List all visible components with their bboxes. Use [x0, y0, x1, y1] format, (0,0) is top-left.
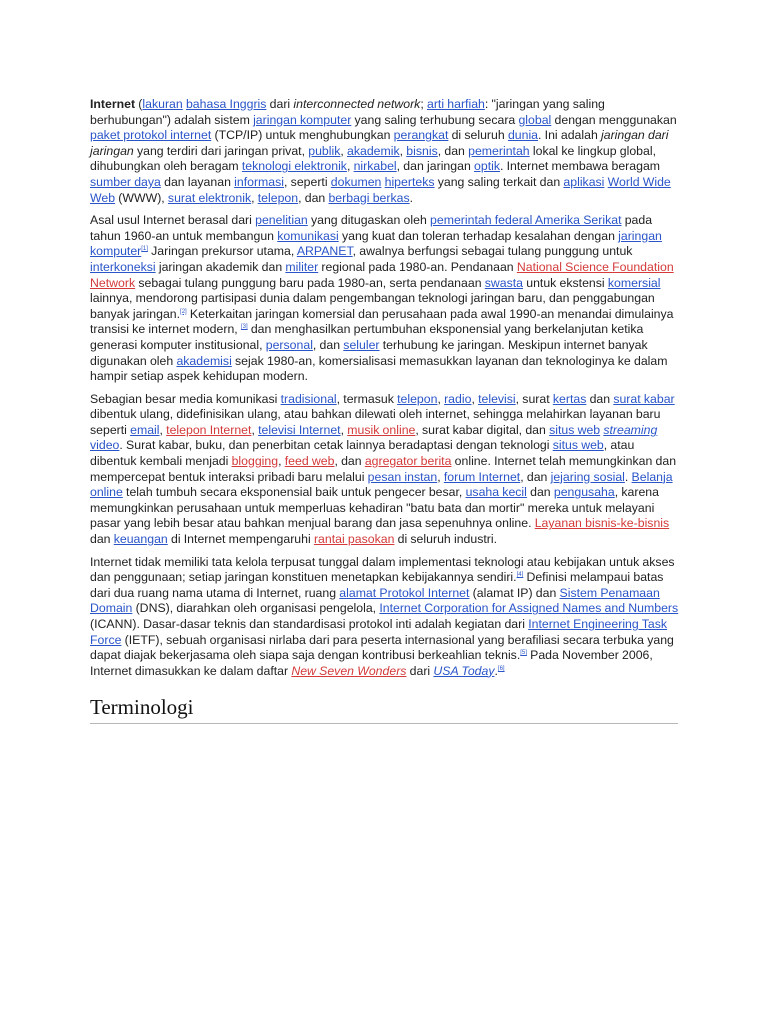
- reference-link[interactable]: [6]: [497, 665, 505, 672]
- body-text: dan: [586, 391, 614, 406]
- body-text: pada tahun 1960-an untuk membangun: [90, 213, 653, 243]
- missing-article-link[interactable]: National Science Foundation Network: [90, 259, 674, 290]
- body-text: di Internet mempengaruhi: [167, 532, 314, 547]
- body-text: (: [135, 97, 143, 111]
- body-text: , termasuk: [336, 391, 398, 406]
- body-text: , karena memungkinkan perusahaan untuk memperluas kehadiran "batu bata dan mortir" mereka untuk melayani pasar yang lebih besar atau bahkan menjual barang dan jasa sepenuhnya online.: [90, 485, 659, 531]
- body-text: dan menghasilkan pertumbuhan eksponensial yang berkelanjutan ketika generasi komputer institusional,: [90, 322, 644, 352]
- wiki-link[interactable]: akademisi: [176, 353, 232, 368]
- body-text: terhubung ke jaringan. Meskipun internet banyak digunakan oleh: [90, 337, 648, 368]
- paragraph-2: [90, 213, 680, 385]
- reference-link[interactable]: [2]: [180, 308, 187, 315]
- wiki-link[interactable]: pengusaha: [553, 485, 615, 500]
- body-text: yang terdiri dari jaringan privat,: [133, 143, 309, 158]
- body-text: Pada November 2006, Internet dimasukkan ke dalam daftar: [90, 648, 653, 678]
- wiki-link[interactable]: bahasa Inggris: [185, 97, 267, 111]
- wiki-link[interactable]: forum Internet: [443, 469, 521, 484]
- missing-article-link[interactable]: blogging: [231, 454, 279, 469]
- body-text: sebagai tulang punggung baru pada 1980-an, serta pendanaan: [135, 275, 485, 290]
- body-text: dan: [90, 532, 114, 547]
- wiki-link[interactable]: dunia: [507, 128, 539, 143]
- wiki-link[interactable]: hiperteks: [384, 174, 435, 189]
- section-heading-terminologi: Terminologi: [90, 695, 678, 724]
- body-text: ,: [159, 422, 167, 437]
- body-text: yang saling terhubung secara: [351, 112, 519, 127]
- missing-article-link[interactable]: feed web: [284, 454, 335, 469]
- italic-text: interconnected network: [293, 97, 421, 111]
- missing-article-link[interactable]: musik online: [347, 422, 416, 437]
- wiki-link[interactable]: situs web: [549, 422, 601, 437]
- wiki-link[interactable]: dokumen: [330, 174, 382, 189]
- body-text: lokal ke lingkup global, dihubungkan oleh beragam: [90, 143, 657, 174]
- body-text: , dan: [334, 454, 365, 469]
- body-text: dibentuk ulang, didefinisikan ulang, atau bahkan dilewati oleh internet, sehingga melahirkan layanan baru seperti: [90, 407, 661, 437]
- body-text: (DNS), diarahkan oleh organisasi pengelola,: [132, 601, 380, 616]
- wiki-link[interactable]: penelitian: [255, 213, 308, 228]
- wiki-link[interactable]: USA Today: [433, 663, 495, 678]
- body-text: online. Internet telah memungkinkan dan mempercepat bentuk interaksi pribadi baru melalui: [90, 454, 677, 484]
- wiki-link[interactable]: usaha kecil: [465, 485, 527, 500]
- wiki-link[interactable]: alamat Protokol Internet: [339, 585, 470, 600]
- wiki-link[interactable]: interkoneksi: [90, 259, 156, 274]
- missing-article-link[interactable]: rantai pasokan: [313, 532, 395, 547]
- body-text: , dan: [520, 469, 551, 484]
- wiki-link[interactable]: paket protokol internet: [90, 128, 212, 143]
- body-text: Keterkaitan jaringan komersial dan perusahaan pada awal 1990-an menandai dimulainya transisi ke internet modern,: [90, 306, 674, 337]
- wiki-link[interactable]: nirkabel: [353, 159, 397, 174]
- body-text: jaringan akademik dan: [155, 259, 286, 274]
- body-text: regional pada 1980-an. Pendanaan: [318, 259, 517, 274]
- missing-article-link[interactable]: telepon Internet: [166, 422, 252, 437]
- body-text: di seluruh: [448, 128, 508, 143]
- wiki-link[interactable]: video: [90, 438, 120, 453]
- wiki-link[interactable]: informasi: [234, 174, 285, 189]
- wiki-link[interactable]: Belanja online: [90, 469, 673, 500]
- wiki-link[interactable]: radio: [444, 391, 472, 406]
- wiki-link[interactable]: email: [130, 422, 160, 437]
- wiki-link[interactable]: Internet Engineering Task Force: [90, 617, 668, 647]
- body-text: Definisi melampaui batas dari dua ruang nama utama di Internet, ruang: [90, 570, 664, 600]
- body-text: Internet tidak memiliki tata kelola terpusat tunggal dalam implementasi teknologi atau kebijakan untuk akses dan penggunaan; setiap jaringan konstituen menetapkan kebijakannya sendiri.: [90, 554, 675, 585]
- wiki-link[interactable]: akademik: [347, 143, 400, 158]
- body-text: ,: [340, 422, 348, 437]
- wiki-link[interactable]: pemerintah: [468, 143, 530, 158]
- article-body: [90, 97, 680, 724]
- wiki-link[interactable]: pemerintah federal Amerika Serikat: [430, 213, 622, 228]
- body-text: telah tumbuh secara eksponensial baik untuk pengecer besar,: [122, 485, 466, 500]
- body-text: . Internet membawa beragam: [500, 159, 661, 174]
- missing-article-link[interactable]: New Seven Wonders: [291, 663, 407, 678]
- body-text: dan layanan: [160, 174, 235, 189]
- paragraph-1: [90, 97, 680, 206]
- body-text: ;: [420, 97, 427, 111]
- wiki-link[interactable]: optik: [474, 159, 500, 174]
- body-text: .: [409, 190, 414, 205]
- body-text: Sebagian besar media komunikasi: [90, 391, 281, 406]
- body-text: ,: [346, 159, 354, 174]
- wiki-link[interactable]: bisnis: [406, 143, 438, 158]
- reference-link[interactable]: [5]: [520, 650, 527, 657]
- wiki-link[interactable]: televisi Internet: [258, 422, 341, 437]
- body-text: , seperti: [284, 174, 331, 189]
- body-text: ,: [437, 391, 445, 406]
- wiki-link[interactable]: lakuran: [142, 97, 183, 111]
- body-text: , surat kabar digital, dan: [415, 422, 550, 437]
- wiki-link[interactable]: ARPANET: [296, 244, 353, 259]
- body-text: sejak 1980-an, komersialisasi memasukkan layanan dan teknologinya ke dalam hampir setiap aspek kehidupan modern.: [90, 353, 668, 384]
- body-text: dari: [266, 97, 294, 111]
- body-text: (alamat IP) dan: [469, 585, 560, 600]
- body-text: ,: [471, 391, 479, 406]
- wiki-link[interactable]: jaringan komputer: [90, 228, 662, 259]
- body-text: , surat: [515, 391, 553, 406]
- wiki-link[interactable]: swasta: [484, 275, 524, 290]
- body-text: yang kuat dan toleran terhadap kesalahan dengan: [338, 228, 619, 243]
- body-text: , dan: [312, 337, 344, 352]
- reference-link[interactable]: [1]: [141, 246, 148, 253]
- body-text: : "jaringan yang saling berhubungan") adalah sistem: [90, 97, 605, 127]
- body-text: untuk ekstensi: [523, 275, 608, 290]
- paragraph-4: [90, 555, 680, 680]
- wiki-link[interactable]: situs web: [552, 438, 604, 453]
- wiki-link[interactable]: teknologi elektronik: [241, 159, 347, 174]
- wiki-link[interactable]: surat kabar: [613, 391, 675, 406]
- wiki-link[interactable]: aplikasi: [563, 174, 605, 189]
- body-text: .: [624, 469, 632, 484]
- article-term-bold: Internet: [90, 97, 136, 111]
- wiki-link[interactable]: jaringan komputer: [253, 112, 352, 127]
- body-text: , dan jaringan: [396, 159, 475, 174]
- paragraph-3: [90, 392, 680, 548]
- missing-article-link[interactable]: Layanan bisnis-ke-bisnis: [534, 516, 670, 531]
- body-text: ,: [278, 454, 285, 469]
- body-text: . Ini adalah: [538, 128, 602, 143]
- wiki-link[interactable]: arti harfiah: [426, 97, 485, 111]
- body-text: Jaringan prekursor utama,: [147, 244, 297, 259]
- body-text: ,: [437, 469, 444, 484]
- wiki-link[interactable]: kertas: [552, 391, 587, 406]
- wiki-link[interactable]: surat elektronik: [167, 190, 252, 205]
- wiki-link[interactable]: global: [518, 112, 552, 127]
- article-paragraphs: [90, 97, 680, 679]
- body-text: .: [494, 663, 498, 678]
- body-text: ,: [251, 422, 259, 437]
- body-text: , atau dibentuk kembali menjadi: [90, 438, 635, 469]
- body-text: dari: [406, 663, 434, 678]
- body-text: , dan: [298, 190, 329, 205]
- wiki-link[interactable]: tradisional: [280, 391, 337, 406]
- wiki-link[interactable]: sumber daya: [90, 174, 161, 189]
- wiki-link[interactable]: Internet Corporation for Assigned Names and Numbers: [379, 601, 679, 616]
- wiki-link[interactable]: Sistem Penamaan Domain: [90, 585, 660, 616]
- wiki-link[interactable]: komersial: [607, 275, 661, 290]
- body-text: dan: [526, 485, 554, 500]
- wiki-link[interactable]: keuangan: [113, 532, 168, 547]
- missing-article-link[interactable]: agregator berita: [364, 454, 452, 469]
- body-text: (ICANN). Dasar-dasar teknis dan standardisasi protokol inti adalah kegiatan dari: [90, 617, 529, 631]
- wiki-link[interactable]: televisi: [478, 391, 516, 406]
- wiki-link[interactable]: telepon: [397, 391, 438, 406]
- body-text: (WWW),: [115, 190, 168, 205]
- wiki-link[interactable]: militer: [285, 259, 319, 274]
- wiki-link[interactable]: jejaring sosial: [550, 469, 625, 484]
- body-text: ,: [399, 143, 407, 158]
- body-text: (IETF), sebuah organisasi nirlaba dari para peserta internasional yang berafiliasi secara terbuka yang dapat diajak bekerjasama oleh siapa saja dengan kontribusi berkeahlian teknis.: [90, 632, 674, 663]
- body-text: dengan menggunakan: [551, 112, 677, 127]
- wiki-link[interactable]: pesan instan: [367, 469, 438, 484]
- wiki-link[interactable]: telepon: [257, 190, 299, 205]
- wiki-link[interactable]: streaming: [603, 422, 658, 437]
- wiki-link[interactable]: komunikasi: [277, 228, 339, 243]
- body-text: (TCP/IP) untuk menghubungkan: [211, 128, 394, 143]
- body-text: Asal usul Internet berasal dari: [90, 213, 256, 228]
- body-text: yang saling terkait dan: [434, 174, 564, 189]
- reference-link[interactable]: [3]: [240, 324, 248, 331]
- body-text: lainnya, mendorong partisipasi dunia dalam pengembangan teknologi jaringan baru, dan penggabungan banyak jaringan.: [90, 291, 655, 321]
- body-text: ,: [251, 190, 258, 205]
- wiki-link[interactable]: berbagi berkas: [328, 190, 410, 205]
- wiki-link[interactable]: perangkat: [393, 128, 449, 143]
- body-text: yang ditugaskan oleh: [307, 213, 431, 228]
- body-text: ,: [340, 143, 348, 158]
- reference-link[interactable]: [4]: [516, 572, 524, 579]
- wiki-link[interactable]: seluler: [343, 337, 380, 352]
- wiki-link[interactable]: personal: [265, 337, 313, 352]
- wiki-link[interactable]: World Wide Web: [90, 174, 671, 205]
- body-text: di seluruh industri.: [394, 532, 498, 547]
- body-text: , awalnya berfungsi sebagai tulang punggung untuk: [352, 244, 633, 259]
- italic-text: jaringan dari jaringan: [90, 128, 669, 158]
- wiki-link[interactable]: publik: [308, 143, 341, 158]
- body-text: . Surat kabar, buku, dan penerbitan cetak lainnya beradaptasi dengan teknologi: [119, 438, 553, 453]
- body-text: , dan: [437, 143, 469, 158]
